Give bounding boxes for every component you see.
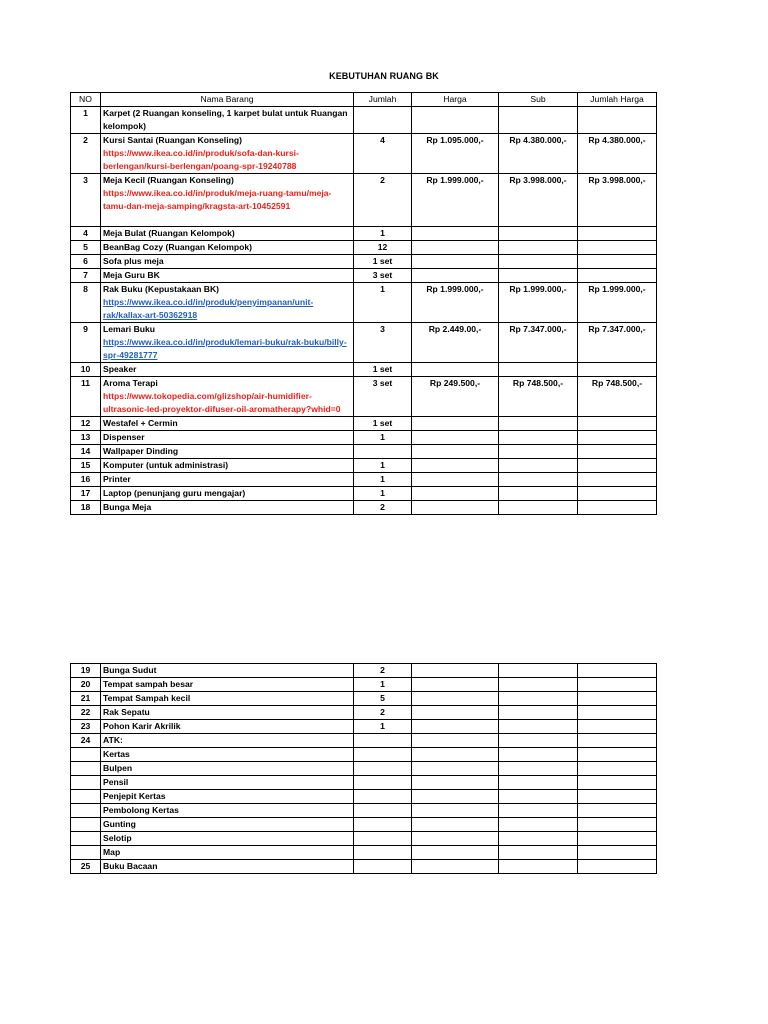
item-quantity: 1 set bbox=[354, 363, 412, 377]
item-price bbox=[412, 487, 499, 501]
item-total: Rp 4.380.000,- bbox=[578, 134, 657, 174]
empty-cell bbox=[71, 818, 101, 832]
item-subtotal bbox=[499, 487, 578, 501]
empty-cell bbox=[71, 790, 101, 804]
empty-cell bbox=[578, 790, 657, 804]
item-price bbox=[412, 227, 499, 241]
atk-sub-item: Pembolong Kertas bbox=[101, 804, 354, 818]
empty-cell bbox=[412, 776, 499, 790]
item-quantity: 5 bbox=[354, 692, 412, 706]
item-name: Komputer (untuk administrasi) bbox=[103, 460, 229, 470]
product-link[interactable]: https://www.ikea.co.id/in/produk/sofa-dan-kursi-berlengan/kursi-berlengan/poang-spr-19240788 bbox=[103, 148, 299, 171]
empty-cell bbox=[578, 734, 657, 748]
empty-cell bbox=[71, 804, 101, 818]
item-total bbox=[578, 241, 657, 255]
table-row bbox=[71, 720, 657, 734]
item-number: 7 bbox=[71, 269, 101, 283]
table-row bbox=[71, 227, 657, 241]
item-number: 22 bbox=[71, 706, 101, 720]
item-name-cell bbox=[101, 227, 354, 241]
item-number: 12 bbox=[71, 417, 101, 431]
product-link[interactable]: https://www.ikea.co.id/in/produk/lemari-buku/rak-buku/billy-spr-49281777 bbox=[103, 337, 347, 360]
column-header-sub: Sub bbox=[499, 93, 578, 107]
item-subtotal bbox=[499, 459, 578, 473]
empty-cell bbox=[499, 762, 578, 776]
table-row bbox=[71, 323, 657, 363]
column-header-name: Nama Barang bbox=[101, 93, 354, 107]
item-subtotal bbox=[499, 445, 578, 459]
table-row bbox=[71, 445, 657, 459]
atk-sub-item: Penjepit Kertas bbox=[101, 790, 354, 804]
table-row bbox=[71, 832, 657, 846]
item-name: Aroma Terapi bbox=[103, 378, 158, 388]
item-name: Tempat Sampah kecil bbox=[101, 692, 354, 706]
item-subtotal bbox=[499, 269, 578, 283]
item-quantity: 1 bbox=[354, 431, 412, 445]
item-number: 20 bbox=[71, 678, 101, 692]
empty-cell bbox=[578, 748, 657, 762]
table-row bbox=[71, 692, 657, 706]
table-row bbox=[71, 459, 657, 473]
table-row bbox=[71, 283, 657, 323]
needs-table-continued bbox=[70, 663, 657, 874]
item-subtotal bbox=[499, 473, 578, 487]
item-name: Tempat sampah besar bbox=[101, 678, 354, 692]
empty-cell bbox=[412, 804, 499, 818]
empty-cell bbox=[578, 832, 657, 846]
item-quantity: 12 bbox=[354, 241, 412, 255]
item-quantity: 2 bbox=[354, 174, 412, 227]
atk-sub-item: Pensil bbox=[101, 776, 354, 790]
item-total bbox=[578, 363, 657, 377]
table-row bbox=[71, 748, 657, 762]
document-title: KEBUTUHAN RUANG BK bbox=[329, 71, 439, 81]
item-name: Lemari Buku bbox=[103, 324, 156, 334]
empty-cell bbox=[354, 818, 412, 832]
item-total bbox=[578, 473, 657, 487]
item-name-cell bbox=[101, 107, 354, 134]
item-name-cell bbox=[101, 174, 354, 227]
empty-cell bbox=[578, 804, 657, 818]
item-subtotal bbox=[499, 501, 578, 515]
item-number: 25 bbox=[71, 860, 101, 874]
item-total: Rp 3.998.000,- bbox=[578, 174, 657, 227]
item-name: Printer bbox=[103, 474, 131, 484]
item-number: 4 bbox=[71, 227, 101, 241]
item-name: Speaker bbox=[103, 364, 137, 374]
item-name: ATK: bbox=[101, 734, 354, 748]
item-subtotal: Rp 3.998.000,- bbox=[499, 174, 578, 227]
empty-cell bbox=[412, 762, 499, 776]
empty-cell bbox=[578, 846, 657, 860]
item-subtotal bbox=[499, 227, 578, 241]
item-price bbox=[412, 417, 499, 431]
table-row bbox=[71, 241, 657, 255]
item-name-cell bbox=[101, 431, 354, 445]
empty-cell bbox=[412, 706, 499, 720]
empty-cell bbox=[354, 832, 412, 846]
needs-table bbox=[70, 92, 657, 515]
item-total bbox=[578, 445, 657, 459]
table-row bbox=[71, 664, 657, 678]
item-quantity: 4 bbox=[354, 134, 412, 174]
item-number: 24 bbox=[71, 734, 101, 748]
item-name-cell bbox=[101, 417, 354, 431]
item-name: Laptop (penunjang guru mengajar) bbox=[103, 488, 246, 498]
item-name: Meja Bulat (Ruangan Kelompok) bbox=[103, 228, 235, 238]
item-name: Rak Sepatu bbox=[101, 706, 354, 720]
item-name-cell bbox=[101, 255, 354, 269]
item-name: Meja Kecil (Ruangan Konseling) bbox=[103, 175, 234, 185]
product-link[interactable]: https://www.ikea.co.id/in/produk/meja-ruang-tamu/meja-tamu-dan-meja-samping/kragsta-art-10452591 bbox=[103, 188, 332, 211]
item-quantity: 1 bbox=[354, 283, 412, 323]
item-name: Pohon Karir Akrilik bbox=[101, 720, 354, 734]
column-header-qty: Jumlah bbox=[354, 93, 412, 107]
column-header-total: Jumlah Harga bbox=[578, 93, 657, 107]
empty-cell bbox=[499, 832, 578, 846]
item-number: 1 bbox=[71, 107, 101, 134]
empty-cell bbox=[499, 678, 578, 692]
item-name: Bunga Sudut bbox=[101, 664, 354, 678]
item-subtotal: Rp 7.347.000,- bbox=[499, 323, 578, 363]
atk-sub-item: Kertas bbox=[101, 748, 354, 762]
table-row bbox=[71, 174, 657, 227]
table-row bbox=[71, 790, 657, 804]
empty-cell bbox=[412, 692, 499, 706]
item-subtotal bbox=[499, 241, 578, 255]
atk-sub-item: Selotip bbox=[101, 832, 354, 846]
item-quantity: 1 bbox=[354, 473, 412, 487]
item-total: Rp 1.999.000,- bbox=[578, 283, 657, 323]
empty-cell bbox=[578, 678, 657, 692]
item-name-cell bbox=[101, 445, 354, 459]
product-link[interactable]: https://www.ikea.co.id/in/produk/penyimpanan/unit-rak/kallax-art-50362918 bbox=[103, 297, 314, 320]
empty-cell bbox=[499, 776, 578, 790]
column-header-no: NO bbox=[71, 93, 101, 107]
table-row bbox=[71, 473, 657, 487]
item-name: Westafel + Cermin bbox=[103, 418, 178, 428]
item-quantity bbox=[354, 107, 412, 134]
empty-cell bbox=[499, 818, 578, 832]
table-row bbox=[71, 377, 657, 417]
item-name-cell bbox=[101, 473, 354, 487]
item-name: BeanBag Cozy (Ruangan Kelompok) bbox=[103, 242, 252, 252]
empty-cell bbox=[412, 818, 499, 832]
item-price bbox=[412, 255, 499, 269]
item-number: 10 bbox=[71, 363, 101, 377]
item-number: 17 bbox=[71, 487, 101, 501]
empty-cell bbox=[578, 664, 657, 678]
empty-cell bbox=[354, 748, 412, 762]
empty-cell bbox=[71, 762, 101, 776]
item-name-cell bbox=[101, 363, 354, 377]
item-total bbox=[578, 459, 657, 473]
item-subtotal bbox=[499, 363, 578, 377]
table-row bbox=[71, 363, 657, 377]
item-number: 14 bbox=[71, 445, 101, 459]
table-row bbox=[71, 431, 657, 445]
atk-sub-item: Map bbox=[101, 846, 354, 860]
item-name: Kursi Santai (Ruangan Konseling) bbox=[103, 135, 242, 145]
table-row bbox=[71, 860, 657, 874]
item-number: 16 bbox=[71, 473, 101, 487]
item-price bbox=[412, 459, 499, 473]
item-quantity: 3 set bbox=[354, 377, 412, 417]
item-total: Rp 748.500,- bbox=[578, 377, 657, 417]
item-name: Meja Guru BK bbox=[103, 270, 160, 280]
item-quantity: 1 bbox=[354, 720, 412, 734]
empty-cell bbox=[499, 720, 578, 734]
item-quantity: 1 set bbox=[354, 255, 412, 269]
table-header-row bbox=[71, 93, 657, 107]
empty-cell bbox=[499, 846, 578, 860]
empty-cell bbox=[412, 790, 499, 804]
item-name-cell bbox=[101, 134, 354, 174]
item-total bbox=[578, 107, 657, 134]
empty-cell bbox=[578, 818, 657, 832]
item-name: Rak Buku (Kepustakaan BK) bbox=[103, 284, 220, 294]
empty-cell bbox=[412, 846, 499, 860]
empty-cell bbox=[354, 804, 412, 818]
item-name-cell bbox=[101, 269, 354, 283]
item-price: Rp 1.999.000,- bbox=[412, 174, 499, 227]
empty-cell bbox=[412, 720, 499, 734]
table-row bbox=[71, 818, 657, 832]
item-quantity: 1 bbox=[354, 487, 412, 501]
empty-cell bbox=[578, 720, 657, 734]
product-link[interactable]: https://www.tokopedia.com/glizshop/air-humidifier-ultrasonic-led-proyektor-difuser-oil-aromatherapy?whid=0 bbox=[103, 391, 341, 414]
item-name-cell bbox=[101, 501, 354, 515]
item-quantity: 2 bbox=[354, 501, 412, 515]
item-name: Bunga Meja bbox=[103, 502, 152, 512]
item-quantity: 2 bbox=[354, 664, 412, 678]
item-number: 2 bbox=[71, 134, 101, 174]
item-subtotal: Rp 1.999.000,- bbox=[499, 283, 578, 323]
item-quantity: 1 bbox=[354, 678, 412, 692]
table-row bbox=[71, 776, 657, 790]
item-name-cell bbox=[101, 377, 354, 417]
table-row bbox=[71, 417, 657, 431]
table-row bbox=[71, 107, 657, 134]
empty-cell bbox=[412, 860, 499, 874]
item-quantity: 1 bbox=[354, 227, 412, 241]
empty-cell bbox=[354, 790, 412, 804]
item-total bbox=[578, 431, 657, 445]
item-subtotal bbox=[499, 431, 578, 445]
item-name: Karpet (2 Ruangan konseling, 1 karpet bulat untuk Ruangan kelompok) bbox=[103, 108, 348, 131]
empty-cell bbox=[354, 762, 412, 776]
item-quantity bbox=[354, 860, 412, 874]
empty-cell bbox=[412, 832, 499, 846]
item-quantity bbox=[354, 445, 412, 459]
item-number: 15 bbox=[71, 459, 101, 473]
empty-cell bbox=[499, 790, 578, 804]
item-name-cell bbox=[101, 487, 354, 501]
empty-cell bbox=[499, 748, 578, 762]
item-quantity: 1 bbox=[354, 459, 412, 473]
empty-cell bbox=[354, 734, 412, 748]
atk-sub-item: Bulpen bbox=[101, 762, 354, 776]
item-price bbox=[412, 501, 499, 515]
empty-cell bbox=[578, 762, 657, 776]
item-total bbox=[578, 417, 657, 431]
empty-cell bbox=[71, 776, 101, 790]
table-row bbox=[71, 762, 657, 776]
item-name-cell bbox=[101, 283, 354, 323]
item-price bbox=[412, 363, 499, 377]
item-number: 18 bbox=[71, 501, 101, 515]
table-row bbox=[71, 487, 657, 501]
table-row bbox=[71, 804, 657, 818]
item-total bbox=[578, 227, 657, 241]
item-subtotal bbox=[499, 417, 578, 431]
empty-cell bbox=[578, 706, 657, 720]
item-number: 21 bbox=[71, 692, 101, 706]
item-number: 6 bbox=[71, 255, 101, 269]
item-price bbox=[412, 107, 499, 134]
empty-cell bbox=[71, 846, 101, 860]
item-name-cell bbox=[101, 323, 354, 363]
item-price bbox=[412, 241, 499, 255]
item-total bbox=[578, 269, 657, 283]
item-price bbox=[412, 269, 499, 283]
empty-cell bbox=[412, 664, 499, 678]
item-number: 11 bbox=[71, 377, 101, 417]
item-name: Buku Bacaan bbox=[101, 860, 354, 874]
item-price: Rp 2.449.00,- bbox=[412, 323, 499, 363]
item-number: 3 bbox=[71, 174, 101, 227]
item-quantity: 3 bbox=[354, 323, 412, 363]
item-subtotal bbox=[499, 255, 578, 269]
column-header-price: Harga bbox=[412, 93, 499, 107]
empty-cell bbox=[578, 860, 657, 874]
item-price: Rp 1.095.000,- bbox=[412, 134, 499, 174]
item-price: Rp 1.999.000,- bbox=[412, 283, 499, 323]
item-number: 8 bbox=[71, 283, 101, 323]
table-row bbox=[71, 255, 657, 269]
table-row bbox=[71, 501, 657, 515]
empty-cell bbox=[499, 734, 578, 748]
item-number: 19 bbox=[71, 664, 101, 678]
item-subtotal: Rp 748.500,- bbox=[499, 377, 578, 417]
empty-cell bbox=[354, 846, 412, 860]
item-total bbox=[578, 487, 657, 501]
item-name: Sofa plus meja bbox=[103, 256, 164, 266]
table-row bbox=[71, 846, 657, 860]
empty-cell bbox=[578, 692, 657, 706]
item-subtotal bbox=[499, 107, 578, 134]
table-row bbox=[71, 678, 657, 692]
empty-cell bbox=[499, 664, 578, 678]
table-row bbox=[71, 134, 657, 174]
empty-cell bbox=[71, 832, 101, 846]
item-name: Wallpaper Dinding bbox=[103, 446, 179, 456]
item-total bbox=[578, 501, 657, 515]
item-quantity: 1 set bbox=[354, 417, 412, 431]
empty-cell bbox=[499, 804, 578, 818]
item-number: 23 bbox=[71, 720, 101, 734]
item-price: Rp 249.500,- bbox=[412, 377, 499, 417]
item-name-cell bbox=[101, 241, 354, 255]
empty-cell bbox=[412, 678, 499, 692]
item-number: 13 bbox=[71, 431, 101, 445]
item-quantity: 3 set bbox=[354, 269, 412, 283]
empty-cell bbox=[412, 748, 499, 762]
item-total: Rp 7.347.000,- bbox=[578, 323, 657, 363]
empty-cell bbox=[578, 776, 657, 790]
table-row bbox=[71, 734, 657, 748]
empty-cell bbox=[412, 734, 499, 748]
empty-cell bbox=[499, 860, 578, 874]
table-row bbox=[71, 269, 657, 283]
item-name: Dispenser bbox=[103, 432, 145, 442]
item-price bbox=[412, 473, 499, 487]
item-quantity: 2 bbox=[354, 706, 412, 720]
empty-cell bbox=[499, 692, 578, 706]
atk-sub-item: Gunting bbox=[101, 818, 354, 832]
item-subtotal: Rp 4.380.000,- bbox=[499, 134, 578, 174]
empty-cell bbox=[354, 776, 412, 790]
table-row bbox=[71, 706, 657, 720]
item-total bbox=[578, 255, 657, 269]
item-price bbox=[412, 431, 499, 445]
empty-cell bbox=[499, 706, 578, 720]
item-number: 5 bbox=[71, 241, 101, 255]
item-price bbox=[412, 445, 499, 459]
empty-cell bbox=[71, 748, 101, 762]
item-number: 9 bbox=[71, 323, 101, 363]
item-name-cell bbox=[101, 459, 354, 473]
